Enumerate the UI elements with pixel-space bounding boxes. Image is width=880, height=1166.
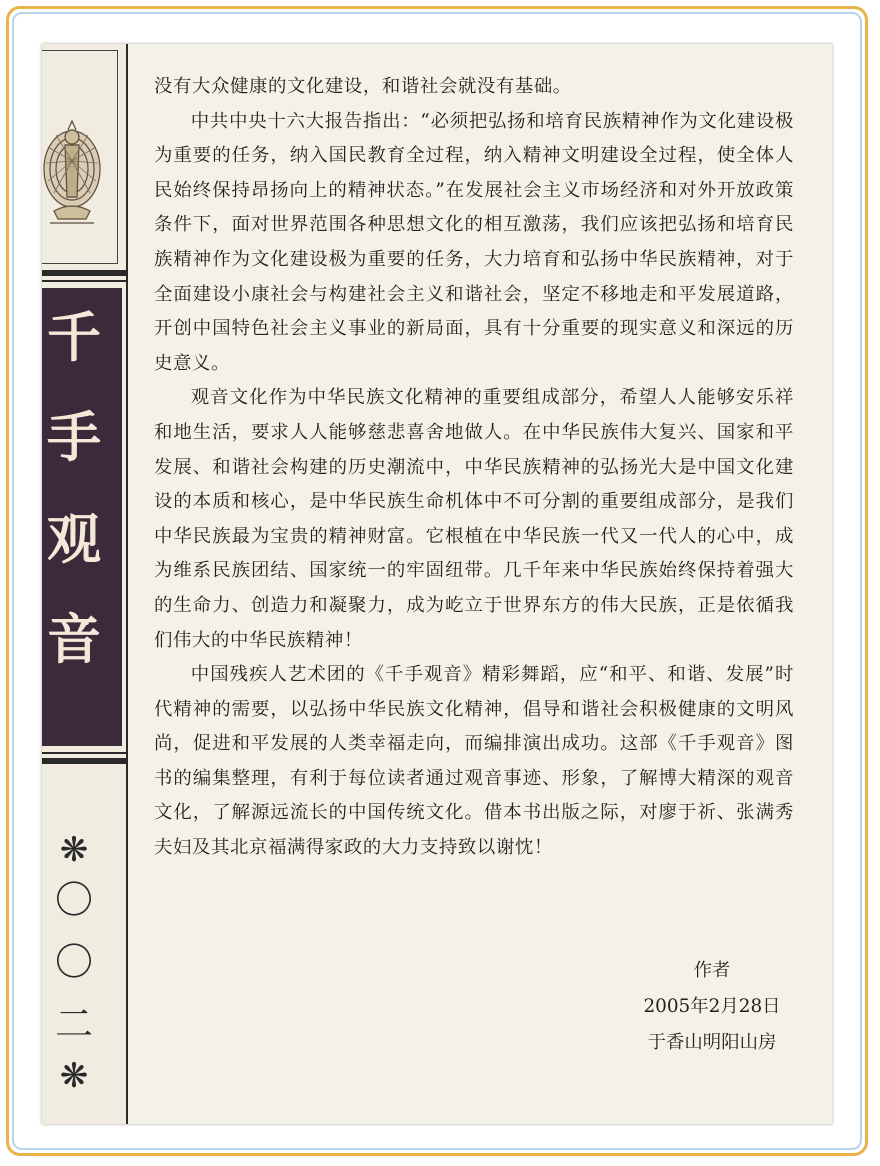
page-numeral: 〇 xyxy=(54,940,93,984)
sidebar-rule-bottom xyxy=(42,758,126,764)
guanyin-figure xyxy=(42,50,118,264)
thousand-hand-guanyin-icon xyxy=(42,51,116,263)
page-numeral: 〇 xyxy=(54,878,93,922)
sidebar-rule-bottom-thin xyxy=(42,752,126,754)
book-page xyxy=(42,44,832,1124)
title-char: 音 xyxy=(47,608,101,671)
paragraph-0: 没有大众健康的文化建设，和谐社会就没有基础。 xyxy=(154,76,572,97)
paragraph-1: 中共中央十六大报告指出：“必须把弘扬和培育民族精神作为文化建设极为重要的任务，纳入国民教育全过程，纳入精神文明建设全过程，使全体人民始终保持昂扬向上的精神状态。”在发展社会主义市场经济和对外开放政策条件下，面对世界范围各种思想文化的相互激荡，我们应该把弘扬和培育民族精神作为文化建设极为重要的任务，大力培育和弘扬中华民族精神，对于全面建设小康社会与构建社会主义和谐社会，坚定不移地走和平发展道路，开创中国特色社会主义事业的新局面，具有十分重要的现实意义和深远的历史意义。 xyxy=(154,110,794,374)
title-char: 手 xyxy=(47,406,101,469)
book-title-block xyxy=(42,288,122,746)
paragraph-2: 观音文化作为中华民族文化精神的重要组成部分，希望人人能够安乐祥和地生活，要求人人能够慈悲喜舍地做人。在中华民族伟大复兴、国家和平发展、和谐社会构建的历史潮流中，中华民族精神的弘扬光大是中国文化建设的本质和核心，是中华民族生命机体中不可分割的重要组成部分，是我们中华民族最为宝贵的精神财富。它根植在中华民族一代又一代人的心中，成为维系民族团结、国家统一的牢固纽带。几千年来中华民族始终保持着强大的生命力、创造力和凝聚力，成为屹立于世界东方的伟大民族，正是依循我们伟大的中华民族精神！ xyxy=(154,387,794,651)
title-char: 千 xyxy=(47,306,101,369)
body-text xyxy=(154,70,794,866)
signature-date: 2005年2月28日 xyxy=(643,996,781,1017)
page-number-block xyxy=(42,770,126,1124)
page-numeral: 二 xyxy=(54,1002,93,1046)
sidebar-rule-top-thin xyxy=(42,280,126,282)
flower-ornament-icon: ❋ xyxy=(59,1056,89,1096)
sidebar-rule-top xyxy=(42,270,126,276)
flower-ornament-icon: ❋ xyxy=(59,830,89,870)
title-char: 观 xyxy=(47,508,101,571)
signature-place: 于香山明阳山房 xyxy=(647,1032,777,1053)
signature-author: 作者 xyxy=(693,960,731,981)
page-sidebar xyxy=(42,44,128,1124)
paragraph-3: 中国残疾人艺术团的《千手观音》精彩舞蹈，应“和平、和谐、发展”时代精神的需要，以弘扬中华民族文化精神，倡导和谐社会积极健康的文明风尚，促进和平发展的人类幸福走向，而编排演出成功。这部《千手观音》图书的编集整理，有利于每位读者通过观音事迹、形象，了解博大精深的观音文化，了解源远流长的中国传统文化。借本书出版之际，对廖于祈、张满秀夫妇及其北京福满得家政的大力支持致以谢忱！ xyxy=(154,664,794,859)
